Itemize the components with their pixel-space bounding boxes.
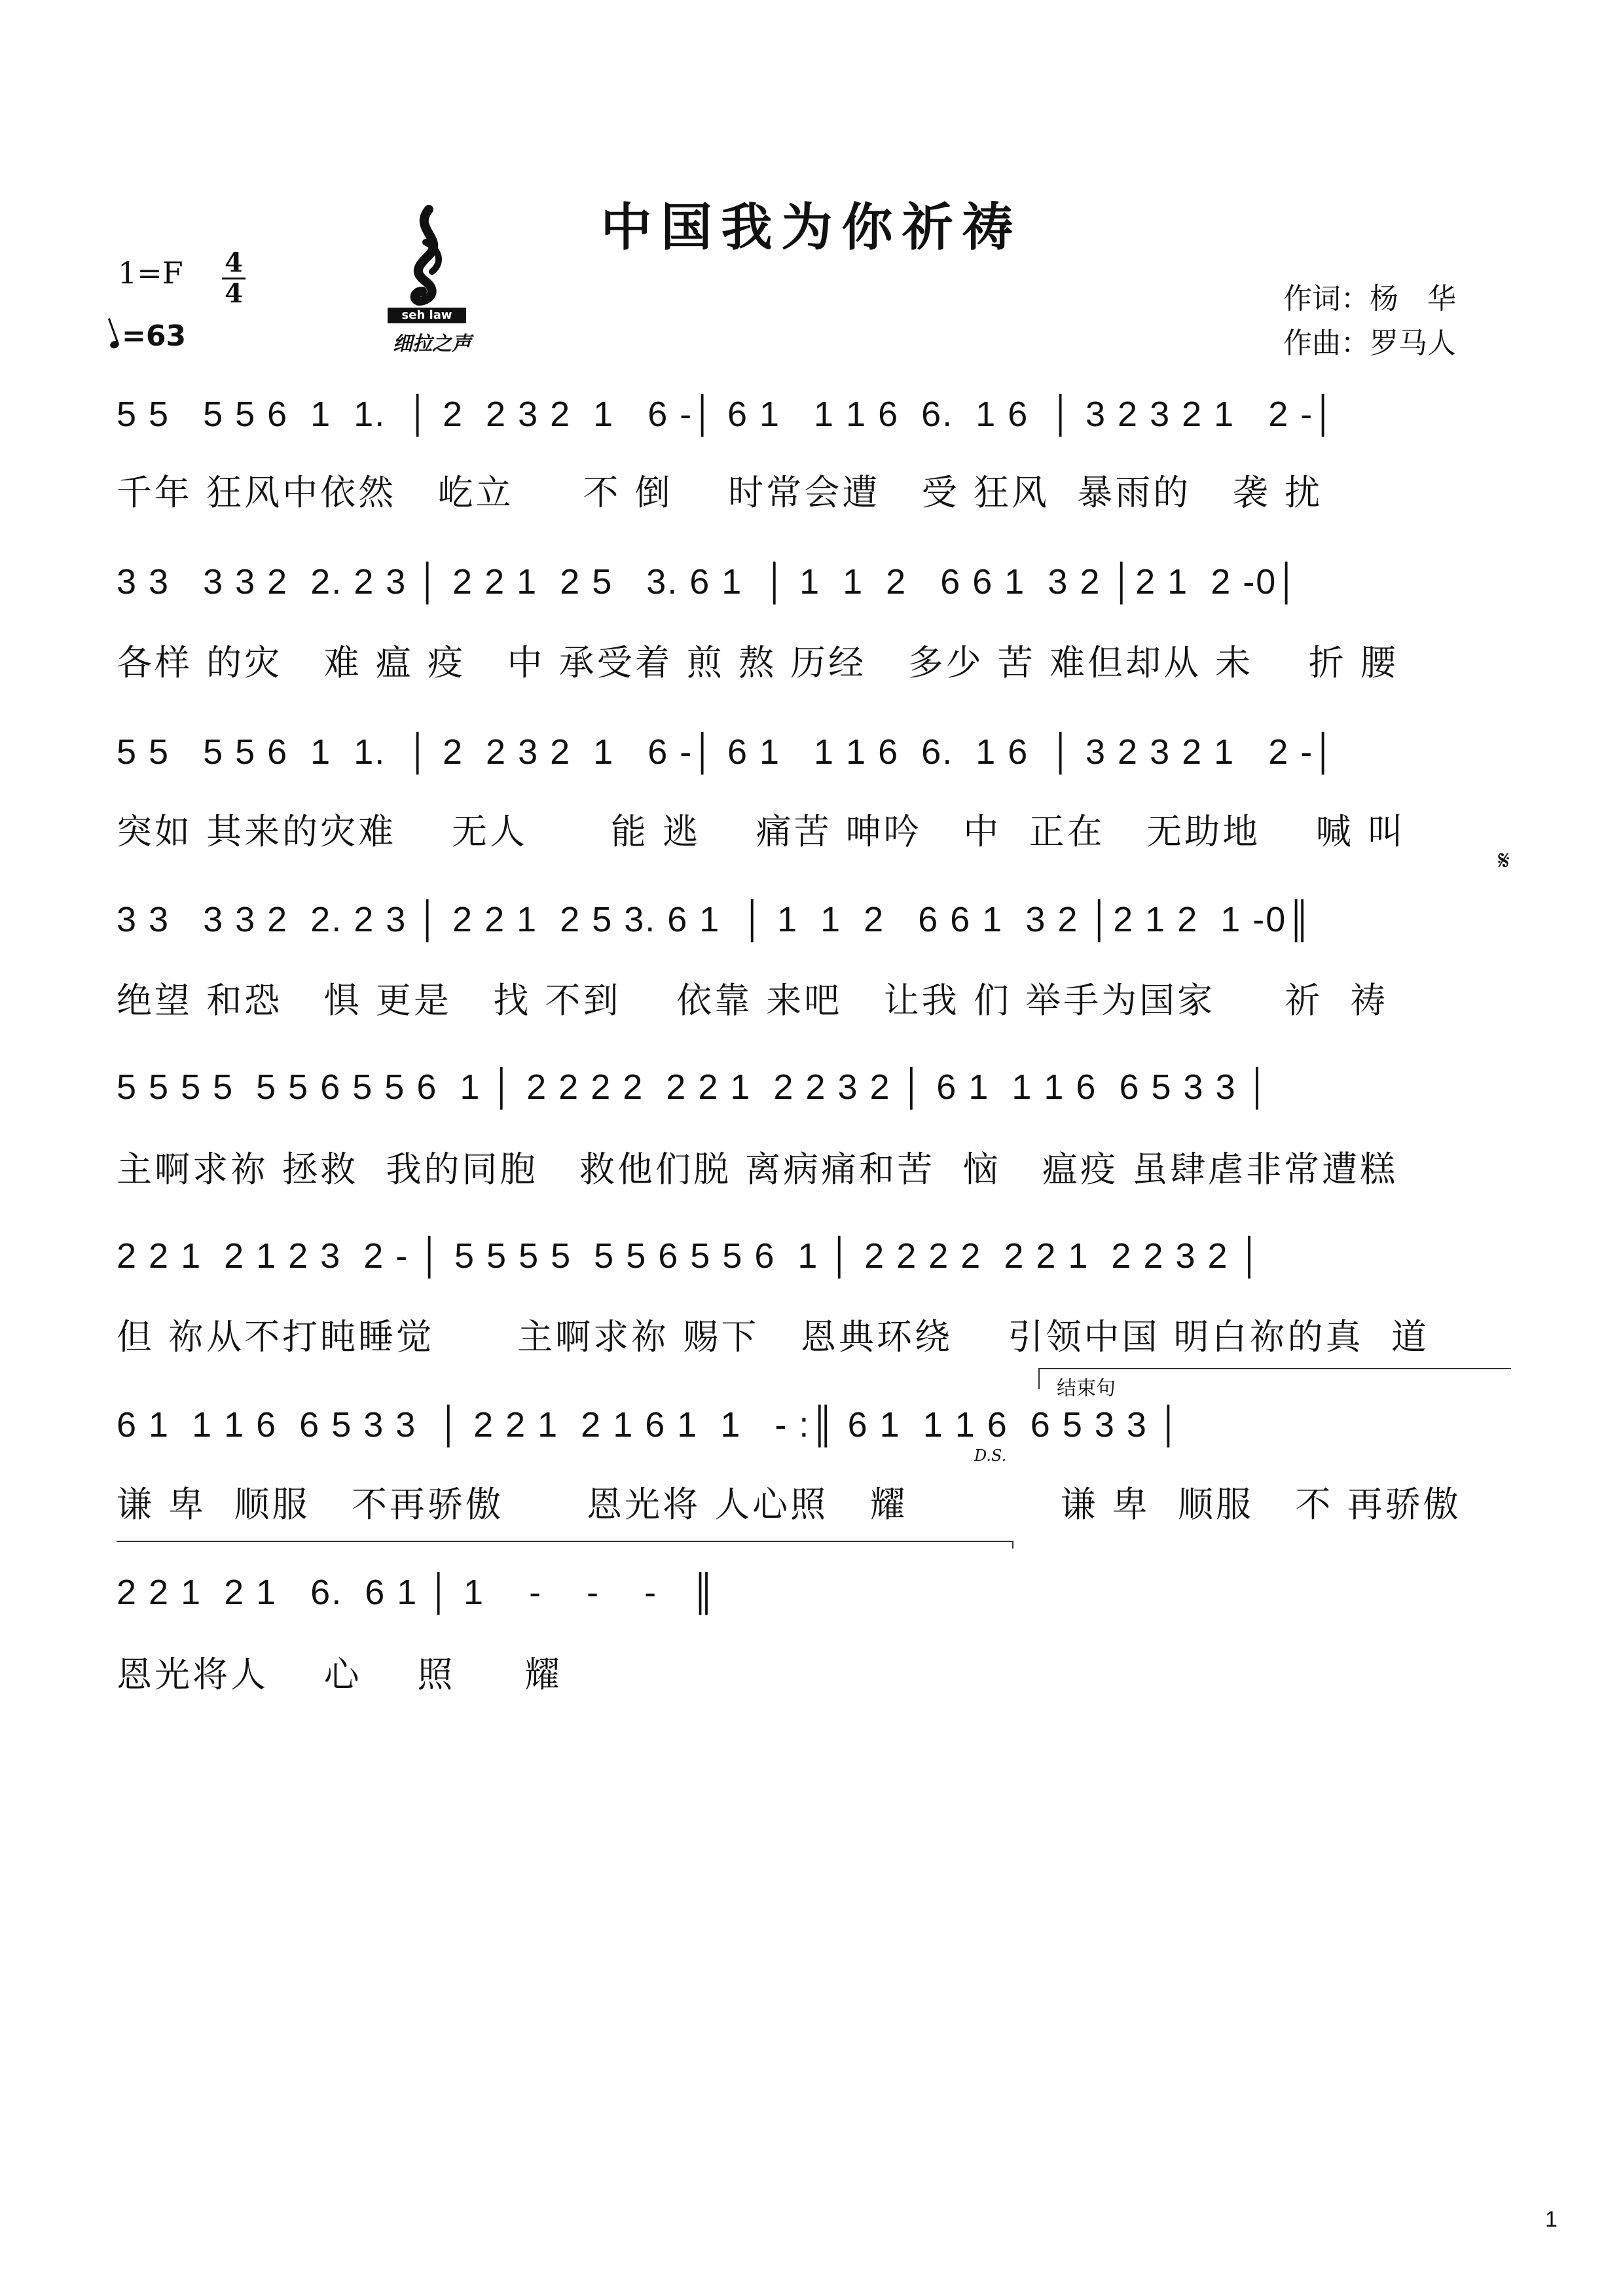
notation-row-5: 5 5 5 5 5 5 6 5 5 6 1 │ 2 2 2 2 2 2 1 2 2 3 2 │ 6 1 1 1 6 6 5 3 3 │ bbox=[117, 1067, 1271, 1107]
notation-row-8: 2 2 1 2 1 6. 6 1 │ 1 - - - ║ bbox=[117, 1573, 718, 1612]
notation-row-1: 5 5 5 5 6 1 1. │ 2 2 3 2 1 6 -│ 6 1 1 1 6 6. 1 6 │ 3 2 3 2 1 2 -│ bbox=[117, 395, 1337, 434]
lyric-row-6: 但 祢从不打盹睡觉 主啊求祢 赐下 恩典环绕 引领中国 明白祢的真 道 bbox=[117, 1316, 1429, 1357]
treble-logo-icon bbox=[367, 203, 498, 314]
tempo-value: =63 bbox=[122, 319, 187, 353]
notation-row-6: 2 2 1 2 1 2 3 2 - │ 5 5 5 5 5 5 6 5 5 6 1 │ 2 2 2 2 2 2 1 2 2 3 2 │ bbox=[117, 1236, 1264, 1276]
lyricist: 作词：杨 华 bbox=[1283, 282, 1456, 315]
lyric-row-5: 主啊求祢 拯救 我的同胞 救他们脱 离病痛和苦 恼 瘟疫 虽肆虐非常遭糕 bbox=[117, 1149, 1398, 1190]
logo bbox=[367, 203, 498, 353]
time-signature-top: 4 bbox=[225, 247, 243, 278]
key-signature: 1=F bbox=[118, 255, 183, 291]
lyric-row-7: 谦 卑 顺服 不再骄傲 恩光将 人心照 耀 谦 卑 顺服 不 再骄傲 bbox=[117, 1484, 1461, 1525]
ds-mark: D.S. bbox=[974, 1446, 1007, 1465]
notation-row-4: 3 3 3 3 2 2. 2 3 │ 2 2 1 2 5 3. 6 1 │ 1 1 2 6 6 1 3 2 │2 1 2 1 -0║ bbox=[117, 900, 1313, 939]
notation-row-2: 3 3 3 3 2 2. 2 3 │ 2 2 1 2 5 3. 6 1 │ 1 1 2 6 6 1 3 2 │2 1 2 -0│ bbox=[117, 562, 1301, 601]
lyric-row-3: 突如 其来的灾难 无人 能 逃 痛苦 呻吟 中 正在 无助地 喊 叫 bbox=[117, 811, 1406, 852]
segno-mark: 𝄋 bbox=[1498, 844, 1510, 876]
lyric-row-2: 各样 的灾 难 瘟 疫 中 承受着 煎 熬 历经 多少 苦 难但却从 未 折 腰 bbox=[117, 642, 1398, 683]
notation-row-7: 6 1 1 1 6 6 5 3 3 │ 2 2 1 2 1 6 1 1 - :║ 6 1 1 1 6 6 5 3 3 │ bbox=[117, 1405, 1182, 1444]
lyric-row-8: 恩光将人 心 照 耀 bbox=[117, 1654, 563, 1695]
ending-label: 结束句 bbox=[1057, 1377, 1116, 1400]
page-number: 1 bbox=[1545, 2207, 1558, 2232]
lyric-row-1: 千年 狂风中依然 屹立 不 倒 时常会遭 受 狂风 暴雨的 袭 扰 bbox=[117, 472, 1322, 513]
ending-bracket-close bbox=[117, 1541, 1013, 1549]
logo-band: seh law bbox=[388, 308, 466, 323]
quarter-note-icon bbox=[109, 340, 120, 350]
composer: 作曲：罗马人 bbox=[1283, 327, 1456, 360]
notation-row-3: 5 5 5 5 6 1 1. │ 2 2 3 2 1 6 -│ 6 1 1 1 6 6. 1 6 │ 3 2 3 2 1 2 -│ bbox=[117, 732, 1337, 772]
lyric-row-4: 绝望 和恐 惧 更是 找 不到 依靠 来吧 让我 们 举手为国家 祈 祷 bbox=[117, 980, 1389, 1021]
song-title: 中国我为你祈祷 bbox=[600, 198, 1023, 257]
time-signature bbox=[219, 249, 248, 308]
time-signature-bottom: 4 bbox=[225, 278, 243, 309]
tempo-marking bbox=[110, 319, 186, 353]
logo-caption: 细拉之声 bbox=[393, 332, 471, 355]
